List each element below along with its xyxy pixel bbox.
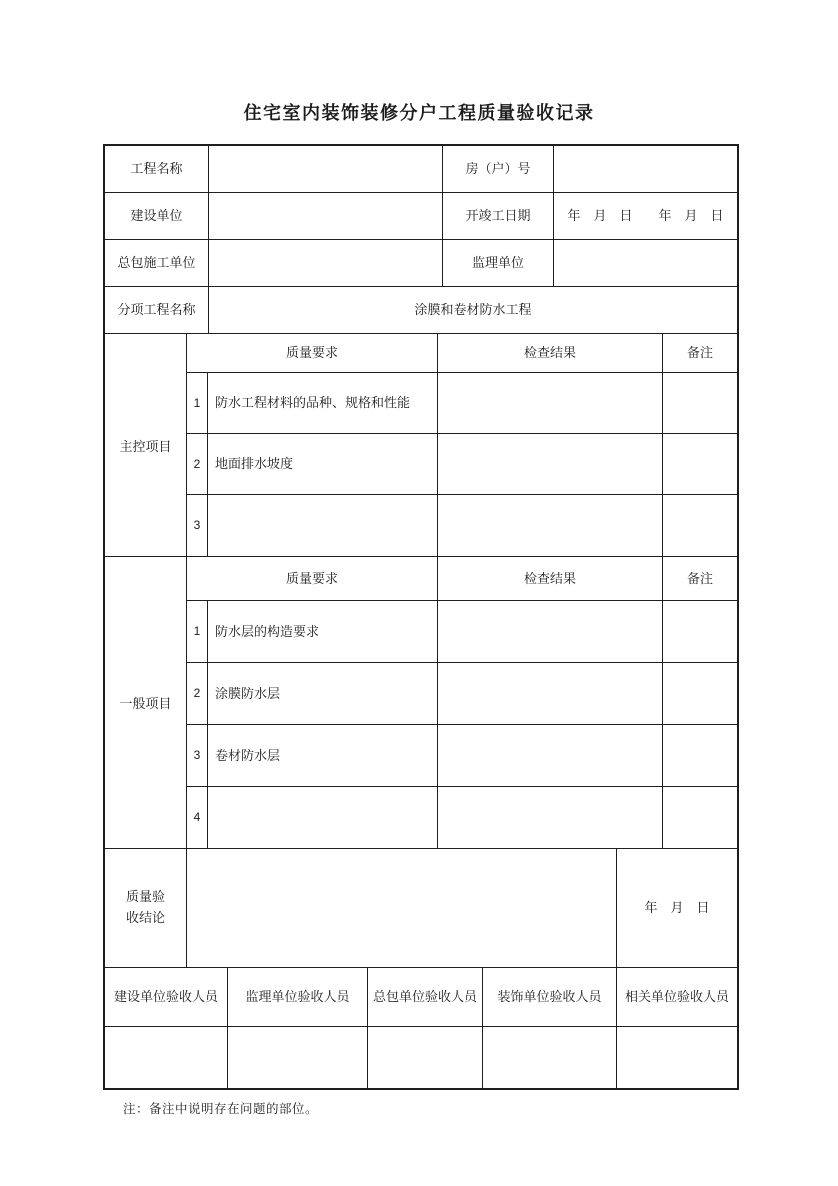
item-number: 1 <box>187 601 208 663</box>
main-control-item-row <box>187 373 737 434</box>
signature-cell-general-contractor <box>368 1027 483 1088</box>
main-control-header-row <box>187 334 737 373</box>
main-control-item-row <box>187 495 737 557</box>
construction-unit-value <box>209 193 443 240</box>
general-item-row <box>187 601 737 663</box>
item-number: 4 <box>187 787 208 849</box>
item-requirement: 卷材防水层 <box>208 725 438 787</box>
general-item-row <box>187 725 737 787</box>
item-remark <box>663 725 737 787</box>
info-row-subproject <box>105 287 737 334</box>
item-requirement: 地面排水坡度 <box>208 434 438 495</box>
item-number: 2 <box>187 663 208 725</box>
item-remark <box>663 663 737 725</box>
general-items-section <box>105 557 737 849</box>
general-item-row <box>187 787 737 849</box>
item-check-result <box>438 495 663 557</box>
subproject-name-label: 分项工程名称 <box>105 287 209 334</box>
project-name-label: 工程名称 <box>105 146 209 193</box>
remark-header: 备注 <box>663 334 737 373</box>
start-finish-date-label: 开竣工日期 <box>443 193 554 240</box>
general-items-header-row <box>187 557 737 601</box>
signature-header-related-unit: 相关单位验收人员 <box>617 968 737 1027</box>
item-check-result <box>438 434 663 495</box>
item-requirement: 防水层的构造要求 <box>208 601 438 663</box>
item-check-result <box>438 663 663 725</box>
supervision-unit-label: 监理单位 <box>443 240 554 287</box>
item-remark <box>663 495 737 557</box>
item-check-result <box>438 373 663 434</box>
acceptance-record-table <box>103 144 739 1090</box>
item-requirement: 防水工程材料的品种、规格和性能 <box>208 373 438 434</box>
item-check-result <box>438 601 663 663</box>
general-contractor-value <box>209 240 443 287</box>
item-requirement: 涂膜防水层 <box>208 663 438 725</box>
conclusion-label-text: 质量验收结论 <box>125 889 165 925</box>
signature-value-row <box>105 1027 737 1088</box>
conclusion-date: 年 月 日 <box>617 849 737 968</box>
construction-unit-label: 建设单位 <box>105 193 209 240</box>
general-contractor-label: 总包施工单位 <box>105 240 209 287</box>
item-check-result <box>438 725 663 787</box>
subproject-name-value: 涂膜和卷材防水工程 <box>209 287 737 334</box>
start-finish-date-value: 年 月 日 年 月 日 <box>554 193 737 240</box>
house-no-value <box>554 146 737 193</box>
item-number: 2 <box>187 434 208 495</box>
check-result-header: 检查结果 <box>438 334 663 373</box>
general-item-row <box>187 663 737 725</box>
signature-cell-related-unit <box>617 1027 737 1088</box>
remark-header: 备注 <box>663 557 737 601</box>
info-row-project <box>105 146 737 193</box>
general-items-section-label: 一般项目 <box>105 557 187 849</box>
signature-cell-supervision-unit <box>228 1027 368 1088</box>
conclusion-value <box>187 849 617 968</box>
signature-header-supervision-unit: 监理单位验收人员 <box>228 968 368 1027</box>
footnote: 注：备注中说明存在问题的部位。 <box>123 1102 319 1116</box>
item-number: 1 <box>187 373 208 434</box>
item-remark <box>663 787 737 849</box>
supervision-unit-value <box>554 240 737 287</box>
general-items-section-body <box>187 557 737 849</box>
signature-cell-construction-unit <box>105 1027 228 1088</box>
check-result-header: 检查结果 <box>438 557 663 601</box>
signature-header-construction-unit: 建设单位验收人员 <box>105 968 228 1027</box>
item-remark <box>663 373 737 434</box>
item-requirement <box>208 787 438 849</box>
item-number: 3 <box>187 495 208 557</box>
item-remark <box>663 601 737 663</box>
info-row-general-contractor <box>105 240 737 287</box>
quality-requirement-header: 质量要求 <box>187 334 438 373</box>
signature-cell-decoration-unit <box>483 1027 617 1088</box>
signature-header-general-contractor: 总包单位验收人员 <box>368 968 483 1027</box>
item-requirement <box>208 495 438 557</box>
project-name-value <box>209 146 443 193</box>
signature-header-decoration-unit: 装饰单位验收人员 <box>483 968 617 1027</box>
item-check-result <box>438 787 663 849</box>
conclusion-label <box>105 849 187 968</box>
page-title: 住宅室内装饰装修分户工程质量验收记录 <box>243 103 595 123</box>
signature-header-row <box>105 968 737 1027</box>
main-control-section-body <box>187 334 737 557</box>
conclusion-row <box>105 849 737 968</box>
item-number: 3 <box>187 725 208 787</box>
item-remark <box>663 434 737 495</box>
info-row-construction-unit <box>105 193 737 240</box>
quality-requirement-header: 质量要求 <box>187 557 438 601</box>
main-control-section-label: 主控项目 <box>105 334 187 557</box>
main-control-item-row <box>187 434 737 495</box>
house-no-label: 房（户）号 <box>443 146 554 193</box>
main-control-section <box>105 334 737 557</box>
